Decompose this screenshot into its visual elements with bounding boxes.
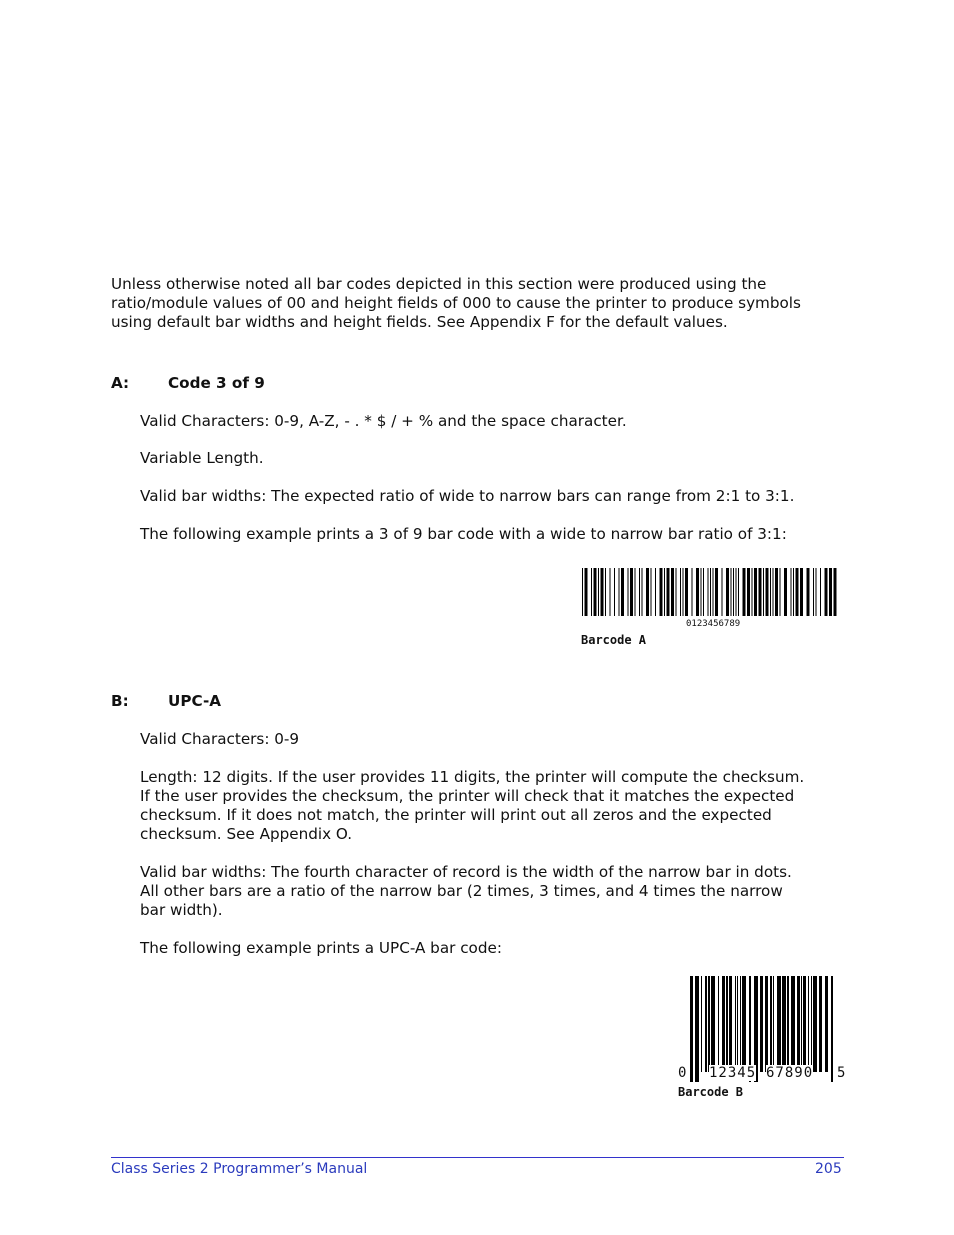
barcode-a-bar [743,568,746,616]
barcode-a-caption: Barcode A [581,633,647,647]
barcode-a-bar [766,568,769,616]
barcode-a-bar [793,568,794,616]
barcode-b-bar [705,976,707,1072]
barcode-a-bar [598,568,599,616]
barcode-b-bar [825,976,828,1072]
barcode-a-bar [722,568,723,616]
section-b-letter: B: [111,692,129,710]
barcode-b-digit-first: 0 [678,1065,687,1081]
section-b-bar-widths-line-3: bar width). [140,901,223,919]
barcode-b-bar [735,976,736,1072]
barcode-a-bar [610,568,611,616]
section-a-bar-widths: Valid bar widths: The expected ratio of wide to narrow bars can range from 2:1 to 3:1. [140,487,795,505]
barcode-a-bar [701,568,702,616]
barcode-b-bar [737,976,738,1072]
barcode-b-bar [791,976,795,1072]
intro-line-3: using default bar widths and height fields. See Appendix F for the default values. [111,313,728,331]
intro-paragraph [111,275,801,332]
barcode-a-bar [800,568,803,616]
barcode-a-bar [601,568,604,616]
barcode-a-bar [676,568,677,616]
barcode-b-bar [770,976,772,1072]
barcode-a-bar [796,568,799,616]
barcode-a-bar [646,568,649,616]
section-b-bar-widths-paragraph [140,863,792,920]
barcode-a-bar [770,568,771,616]
barcode-b-bar [831,976,833,1082]
barcode-b-bar [765,976,768,1072]
barcode-b-bar [711,976,715,1072]
barcode-a-bar [664,568,665,616]
barcode-a-bar [773,568,774,616]
barcode-b-bar [718,976,719,1072]
barcode-a-bar [671,568,674,616]
barcode-a-image [580,566,842,618]
section-b-title: UPC-A [168,692,222,710]
barcode-a-bar [752,568,753,616]
footer-page-number: 205 [815,1161,842,1177]
barcode-b-bar [782,976,786,1072]
barcode-b-bar [695,976,699,1082]
barcode-a-bar [715,568,718,616]
barcode-a-bar [655,568,656,616]
barcode-b-bar [777,976,781,1072]
barcode-b-bar [701,976,702,1072]
barcode-a-bar [747,568,750,616]
intro-line-2: ratio/module values of 00 and height fields of 000 to cause the printer to produce symbols [111,294,801,312]
barcode-a-bar [683,568,684,616]
barcode-b-bar [797,976,800,1072]
barcode-a-bar [619,568,620,616]
barcode-a-bar [660,568,663,616]
barcode-b-bar [760,976,763,1072]
section-b-length-line-3: checksum. If it does not match, the printer will print out all zeros and the expected [140,806,772,824]
barcode-a-bar [780,568,781,616]
section-a-length: Variable Length. [140,449,264,467]
barcode-b-bar [811,976,812,1072]
barcode-a-bar [726,568,729,616]
barcode-a-bar [635,568,636,616]
section-b-length-line-4: checksum. See Appendix O. [140,825,353,843]
barcode-a-bar [591,568,592,616]
barcode-b-bar [726,976,728,1072]
barcode-a-bar [680,568,681,616]
barcode-b-bar [708,976,710,1072]
barcode-a-bar [585,568,588,616]
barcode-a-bar [614,568,615,616]
barcode-b-bar [690,976,693,1082]
section-b-example: The following example prints a UPC-A bar code: [140,939,502,957]
barcode-a-bar [825,568,828,616]
barcode-b-bar [729,976,732,1072]
footer-title: Class Series 2 Programmer’s Manual [111,1161,368,1177]
section-a-example: The following example prints a 3 of 9 bar code with a wide to narrow bar ratio of 3:1: [140,525,787,543]
barcode-a-bar [731,568,732,616]
barcode-b-bar [808,976,809,1072]
barcode-b-bar [787,976,789,1072]
barcode-a-bar [651,568,652,616]
barcode-b-digit-last: 5 [837,1065,846,1081]
barcode-a-bar [692,568,693,616]
barcode-a-bar [834,568,837,616]
barcode-a-bar [791,568,792,616]
barcode-a-bar [696,568,699,616]
barcode-a-bar [775,568,778,616]
barcode-a-bar [713,568,714,616]
barcode-b-bar [722,976,725,1072]
barcode-a-bar [759,568,762,616]
barcode-a-bar [733,568,734,616]
barcode-a-bar [621,568,624,616]
barcode-a-bar [628,568,629,616]
section-a-letter: A: [111,374,130,392]
barcode-a-bar [582,568,583,616]
barcode-a-bar [816,568,817,616]
barcode-b-bar [801,976,802,1072]
barcode-a-bar [667,568,670,616]
barcode-b-bar [813,976,817,1072]
section-b-length-line-1: Length: 12 digits. If the user provides 11 digits, the printer will compute the checksum. [140,768,805,786]
barcode-a-bar [736,568,737,616]
barcode-b-caption: Barcode B [678,1085,744,1099]
section-b-bar-widths-line-2: All other bars are a ratio of the narrow bar (2 times, 3 times, and 4 times the narrow [140,882,783,900]
barcode-b-bar [740,976,741,1072]
barcode-a-bar [708,568,709,616]
section-b-length-paragraph [140,768,804,844]
barcode-a-bar [685,568,688,616]
intro-line-1: Unless otherwise noted all bar codes depicted in this section were produced using the [111,275,767,293]
barcode-b-bar [742,976,746,1072]
section-b-valid-chars: Valid Characters: 0-9 [140,730,300,748]
barcode-a-bar [763,568,764,616]
footer-rule [111,1157,844,1158]
barcode-a-bar [813,568,814,616]
section-b-length-line-2: If the user provides the checksum, the printer will check that it matches the expected [140,787,795,805]
barcode-a-bar [829,568,832,616]
barcode-a-bar [820,568,821,616]
barcode-b-digits-right: 67890 [766,1065,814,1081]
barcode-a-bar [630,568,633,616]
barcode-a-bar [594,568,597,616]
section-a-valid-chars: Valid Characters: 0-9, A-Z, - . * $ / + % and the space character. [140,412,627,430]
section-a-title: Code 3 of 9 [168,374,265,392]
barcode-a-bar [784,568,787,616]
barcode-b-bar [773,976,774,1072]
barcode-b-digits-left: 12345 [709,1065,757,1081]
barcode-b-bar [803,976,806,1072]
barcode-a-bar [738,568,739,616]
barcode-b-bar [819,976,822,1072]
barcode-a-human-readable: 0123456789 [686,619,741,629]
barcode-a-bar [639,568,640,616]
barcode-a-bar [807,568,810,616]
barcode-a-bar [642,568,643,616]
barcode-a-bar [703,568,704,616]
barcode-a-bar [710,568,711,616]
barcode-a-bar [754,568,757,616]
barcode-a-bar [605,568,606,616]
section-b-bar-widths-line-1: Valid bar widths: The fourth character of record is the width of the narrow bar in dots. [140,863,792,881]
